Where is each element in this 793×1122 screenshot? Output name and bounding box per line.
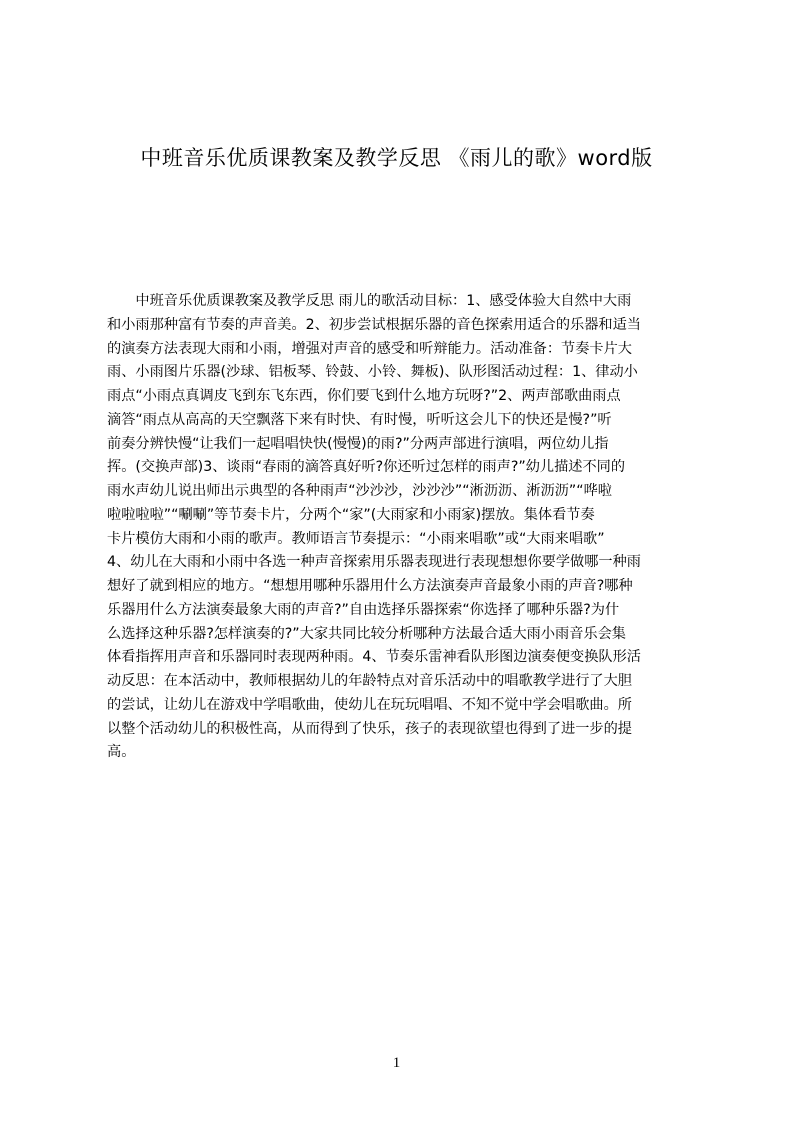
text-line: 高。	[107, 744, 136, 761]
text-line: 雨点“小雨点真调皮飞到东飞东西，你们要飞到什么地方玩呀?”2、两声部歌曲雨点	[107, 388, 621, 404]
text-line: 想好了就到相应的地方。“想想用哪种乐器用什么方法演奏声音最象小雨的声音?哪种	[107, 578, 633, 594]
text-line: 和小雨那种富有节奏的声音美。2、初步尝试根据乐器的音色探索用适合的乐器和适当	[107, 316, 641, 333]
text-line: 的尝试，让幼儿在游戏中学唱歌曲，使幼儿在玩玩唱唱、不知不觉中学会唱歌曲。所	[107, 696, 632, 713]
text-line: 卡片模仿大雨和小雨的歌声。教师语言节奏提示：“小雨来唱歌”或“大雨来唱歌”	[107, 530, 605, 547]
text-line: 么选择这种乐器?怎样演奏的?”大家共同比较分析哪种方法最合适大雨小雨音乐会集	[107, 625, 626, 642]
text-line: 以整个活动幼儿的积极性高，从而得到了快乐，孩子的表现欲望也得到了进一步的提	[107, 720, 632, 737]
text-line: 动反思：在本活动中，教师根据幼儿的年龄特点对音乐活动中的唱歌教学进行了大胆	[107, 673, 632, 689]
text-line: 雨、小雨图片乐器(沙球、铝板琴、铃鼓、小铃、舞板)、队形图活动过程：1、律动小	[107, 364, 638, 381]
text-line: 的演奏方法表现大雨和小雨，增强对声音的感受和听辩能力。活动准备：节奏卡片大	[107, 340, 632, 357]
text-line: 4、幼儿在大雨和小雨中各选一种声音探索用乐器表现进行表现想想你要学做哪一种雨	[107, 554, 641, 571]
text-line: 滴答“雨点从高高的天空飘落下来有时快、有时慢，听听这会儿下的快还是慢?”听	[107, 411, 612, 428]
page-number: 1	[392, 1055, 401, 1071]
text-line: 体看指挥用声音和乐器同时表现两种雨。4、节奏乐雷神看队形图边演奏便变换队形活	[107, 649, 641, 666]
text-line: 啦啦啦啦”“唰唰”等节奏卡片，分两个“家”(大雨家和小雨家)摆放。集体看节奏	[107, 506, 595, 523]
text-line: 雨水声幼儿说出师出示典型的各种雨声“沙沙沙，沙沙沙”“淅沥沥、淅沥沥”“哗啦	[107, 483, 612, 499]
body-text	[107, 290, 699, 830]
text-line: 挥。(交换声部)3、谈雨“春雨的滴答真好听?你还听过怎样的雨声?”幼儿描述不同的	[107, 459, 626, 476]
text-line: 乐器用什么方法演奏最象大雨的声音?”自由选择乐器探索“你选择了哪种乐器?为什	[107, 601, 620, 618]
page-title: 中班音乐优质课教案及教学反思 《雨儿的歌》word版	[140, 146, 653, 170]
text-line: 中班音乐优质课教案及教学反思 雨儿的歌活动目标：1、感受体验大自然中大雨	[107, 293, 632, 309]
text-line: 前奏分辨快慢“让我们一起唱唱快快(慢慢)的雨?”分两声部进行演唱，两位幼儿指	[107, 435, 609, 452]
